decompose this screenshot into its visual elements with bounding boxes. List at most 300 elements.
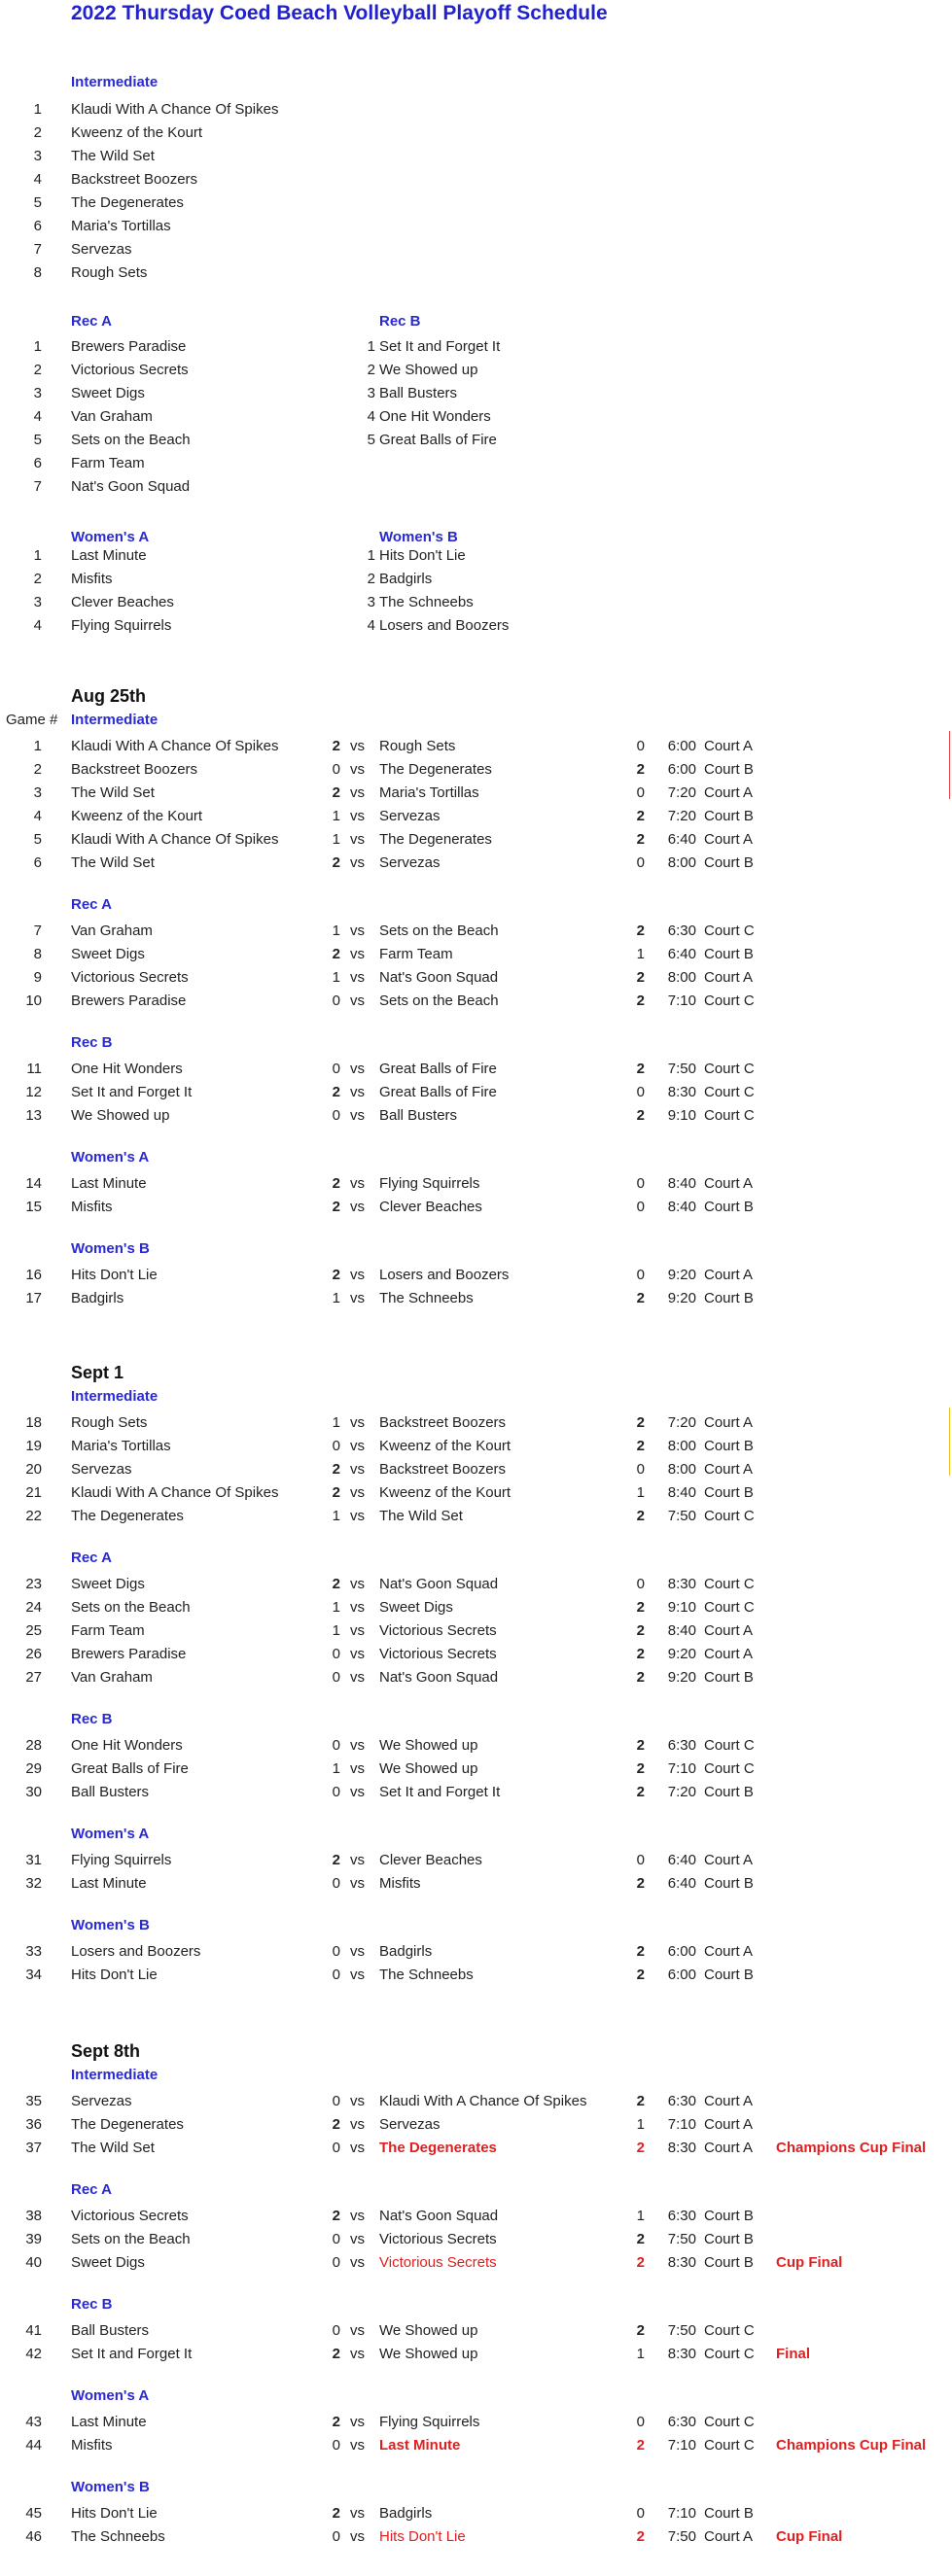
date-heading: Sept 1 [71, 1363, 124, 1382]
team-2: Victorious Secrets [379, 1622, 497, 1639]
score-2: 2 [636, 2093, 645, 2109]
game-number: 39 [25, 2231, 42, 2247]
team-1: Set It and Forget It [71, 2346, 193, 2362]
game-number: 45 [25, 2505, 42, 2522]
court: Court B [704, 2208, 754, 2224]
game-number: 17 [25, 1290, 42, 1306]
game-time: 7:10 [667, 992, 696, 1009]
game-number: 7 [33, 922, 42, 939]
game-row [0, 1619, 952, 1643]
score-1: 1 [332, 1622, 340, 1639]
score-2: 2 [636, 2254, 645, 2271]
game-row [0, 1058, 952, 1081]
team-1: Backstreet Boozers [71, 761, 198, 778]
game-time: 9:20 [667, 1646, 696, 1662]
seed-number: 3 [367, 594, 375, 610]
seed-number: 6 [33, 218, 42, 234]
vs-label: vs [350, 2093, 365, 2109]
team-1: Rough Sets [71, 1414, 148, 1431]
game-number: 3 [33, 784, 42, 801]
vs-label: vs [350, 1784, 365, 1800]
score-2: 1 [636, 2116, 645, 2133]
score-1: 2 [332, 2414, 340, 2430]
team-2: Badgirls [379, 1943, 433, 1960]
score-2: 2 [636, 969, 645, 986]
seed-team: Sweet Digs [71, 385, 145, 401]
vs-label: vs [350, 1622, 365, 1639]
score-1: 2 [332, 1267, 340, 1283]
team-2: Farm Team [379, 946, 453, 962]
section-heading: Intermediate [71, 712, 159, 728]
team-2: Victorious Secrets [379, 2231, 497, 2247]
game-row [0, 2228, 952, 2251]
date-heading: Sept 8th [71, 2041, 141, 2061]
team-1: Hits Don't Lie [71, 1267, 158, 1283]
seed-heading-rec-a: Rec A [71, 313, 112, 330]
vs-label: vs [350, 992, 365, 1009]
game-row [0, 1411, 952, 1435]
game-time: 7:20 [667, 784, 696, 801]
score-1: 0 [332, 2231, 340, 2247]
court: Court B [704, 1290, 754, 1306]
court: Court B [704, 1669, 754, 1686]
score-2: 2 [636, 831, 645, 848]
team-1: Klaudi With A Chance Of Spikes [71, 738, 279, 754]
game-row [0, 782, 952, 805]
score-1: 0 [332, 1967, 340, 1983]
team-1: The Degenerates [71, 2116, 184, 2133]
game-row [0, 1849, 952, 1872]
game-time: 8:00 [667, 969, 696, 986]
team-1: Last Minute [71, 1175, 147, 1192]
game-row [0, 1264, 952, 1287]
seed-team: We Showed up [379, 362, 478, 378]
vs-label: vs [350, 2437, 365, 2454]
game-time: 9:20 [667, 1669, 696, 1686]
game-time: 6:30 [667, 2414, 696, 2430]
vs-label: vs [350, 2116, 365, 2133]
seed-team: Last Minute [71, 547, 147, 564]
court: Court C [704, 1599, 755, 1616]
game-time: 8:30 [667, 1084, 696, 1100]
score-2: 0 [636, 784, 645, 801]
game-number: 29 [25, 1760, 42, 1777]
court: Court C [704, 992, 755, 1009]
team-2: We Showed up [379, 2322, 478, 2339]
score-1: 2 [332, 1084, 340, 1100]
team-2: The Degenerates [379, 2140, 497, 2156]
score-2: 2 [636, 1669, 645, 1686]
vs-label: vs [350, 1199, 365, 1215]
seed-number: 7 [33, 241, 42, 258]
score-2: 0 [636, 1199, 645, 1215]
court: Court A [704, 1461, 754, 1478]
vs-label: vs [350, 1943, 365, 1960]
seed-number: 7 [33, 478, 42, 495]
vs-label: vs [350, 1967, 365, 1983]
court: Court A [704, 784, 754, 801]
vs-label: vs [350, 1175, 365, 1192]
game-time: 8:30 [667, 2254, 696, 2271]
team-1: We Showed up [71, 1107, 170, 1124]
team-2: Flying Squirrels [379, 2414, 480, 2430]
seed-number: 2 [367, 362, 375, 378]
game-time: 8:30 [667, 2140, 696, 2156]
team-2: Sets on the Beach [379, 922, 499, 939]
score-1: 2 [332, 1852, 340, 1868]
team-1: Victorious Secrets [71, 2208, 189, 2224]
game-time: 6:40 [667, 1852, 696, 1868]
game-time: 7:10 [667, 1760, 696, 1777]
team-2: Great Balls of Fire [379, 1061, 497, 1077]
team-1: Sweet Digs [71, 1576, 145, 1592]
team-2: Maria's Tortillas [379, 784, 479, 801]
game-time: 6:30 [667, 1737, 696, 1754]
game-row [0, 1081, 952, 1104]
game-number: 32 [25, 1875, 42, 1892]
game-number: 1 [33, 738, 42, 754]
game-row [0, 966, 952, 990]
team-2: Sweet Digs [379, 1599, 453, 1616]
game-number: 9 [33, 969, 42, 986]
game-time: 7:20 [667, 808, 696, 824]
team-2: The Schneebs [379, 1967, 474, 1983]
game-row [0, 1940, 952, 1964]
seed-team: Ball Busters [379, 385, 458, 401]
vs-label: vs [350, 1737, 365, 1754]
seed-team: Victorious Secrets [71, 362, 189, 378]
game-number: 2 [33, 761, 42, 778]
game-number: 20 [25, 1461, 42, 1478]
vs-label: vs [350, 1461, 365, 1478]
vs-label: vs [350, 1646, 365, 1662]
score-1: 0 [332, 1061, 340, 1077]
vs-label: vs [350, 1438, 365, 1454]
game-row [0, 1643, 952, 1666]
score-1: 1 [332, 1414, 340, 1431]
team-1: Brewers Paradise [71, 992, 187, 1009]
seed-number: 3 [33, 385, 42, 401]
game-row [0, 1458, 952, 1481]
score-2: 0 [636, 2505, 645, 2522]
court: Court A [704, 2116, 754, 2133]
seed-number: 3 [367, 385, 375, 401]
court: Court A [704, 1622, 754, 1639]
game-time: 7:20 [667, 1784, 696, 1800]
vs-label: vs [350, 1414, 365, 1431]
score-2: 2 [636, 1622, 645, 1639]
game-number: 35 [25, 2093, 42, 2109]
page-title: 2022 Thursday Coed Beach Volleyball Playoff Schedule [71, 2, 608, 24]
court: Court C [704, 1508, 755, 1524]
team-2: Backstreet Boozers [379, 1461, 507, 1478]
seed-team: The Degenerates [71, 194, 184, 211]
game-row [0, 1172, 952, 1196]
vs-label: vs [350, 1669, 365, 1686]
team-1: Ball Busters [71, 2322, 150, 2339]
team-1: Last Minute [71, 2414, 147, 2430]
game-number: 23 [25, 1576, 42, 1592]
game-time: 9:10 [667, 1599, 696, 1616]
seed-team: Farm Team [71, 455, 145, 471]
seed-team: Klaudi With A Chance Of Spikes [71, 101, 279, 118]
team-1: Maria's Tortillas [71, 1438, 171, 1454]
court: Court A [704, 1175, 754, 1192]
score-1: 2 [332, 946, 340, 962]
score-2: 2 [636, 1599, 645, 1616]
game-row [0, 2502, 952, 2525]
team-2: Kweenz of the Kourt [379, 1438, 511, 1454]
score-1: 2 [332, 738, 340, 754]
seed-team: One Hit Wonders [379, 408, 491, 425]
seed-team: Backstreet Boozers [71, 171, 198, 188]
section-heading: Women's B [71, 2479, 150, 2495]
game-time: 7:10 [667, 2116, 696, 2133]
team-2: Rough Sets [379, 738, 456, 754]
score-2: 0 [636, 1576, 645, 1592]
game-number: 13 [25, 1107, 42, 1124]
final-label: Cup Final [776, 2528, 843, 2545]
final-label: Champions Cup Final [776, 2140, 927, 2156]
team-2: The Schneebs [379, 1290, 474, 1306]
score-1: 0 [332, 1943, 340, 1960]
vs-label: vs [350, 969, 365, 986]
score-2: 1 [636, 946, 645, 962]
score-1: 0 [332, 1669, 340, 1686]
score-1: 0 [332, 2140, 340, 2156]
game-row [0, 1104, 952, 1128]
game-row [0, 943, 952, 966]
game-number: 34 [25, 1967, 42, 1983]
team-2: Backstreet Boozers [379, 1414, 507, 1431]
court: Court A [704, 738, 754, 754]
score-2: 2 [636, 2322, 645, 2339]
court: Court C [704, 922, 755, 939]
seed-team: Servezas [71, 241, 132, 258]
seed-team: Rough Sets [71, 264, 148, 281]
team-2: We Showed up [379, 1760, 478, 1777]
edge-mark-yellow [949, 1408, 950, 1476]
score-1: 0 [332, 1875, 340, 1892]
game-row [0, 990, 952, 1013]
seed-number: 3 [33, 594, 42, 610]
court: Court A [704, 1943, 754, 1960]
game-number: 22 [25, 1508, 42, 1524]
team-2: Nat's Goon Squad [379, 969, 499, 986]
court: Court C [704, 1737, 755, 1754]
team-1: Van Graham [71, 1669, 153, 1686]
team-1: Klaudi With A Chance Of Spikes [71, 831, 279, 848]
score-1: 0 [332, 1107, 340, 1124]
vs-label: vs [350, 761, 365, 778]
game-row [0, 1287, 952, 1310]
team-1: Misfits [71, 1199, 113, 1215]
vs-label: vs [350, 1267, 365, 1283]
team-1: The Schneebs [71, 2528, 165, 2545]
seed-number: 2 [367, 571, 375, 587]
vs-label: vs [350, 1599, 365, 1616]
game-time: 6:40 [667, 946, 696, 962]
team-2: Nat's Goon Squad [379, 2208, 499, 2224]
court: Court B [704, 2505, 754, 2522]
seed-row [0, 261, 952, 285]
game-row [0, 1596, 952, 1619]
game-time: 8:00 [667, 1461, 696, 1478]
team-1: The Wild Set [71, 2140, 155, 2156]
court: Court B [704, 1967, 754, 1983]
game-time: 6:00 [667, 761, 696, 778]
court: Court A [704, 1646, 754, 1662]
score-1: 2 [332, 1484, 340, 1501]
game-row [0, 2090, 952, 2113]
seed-row [0, 238, 952, 261]
game-time: 6:00 [667, 738, 696, 754]
game-row [0, 735, 952, 758]
court: Court C [704, 2322, 755, 2339]
seed-row [0, 98, 952, 122]
seed-number: 5 [33, 432, 42, 448]
game-number: 43 [25, 2414, 42, 2430]
game-time: 6:00 [667, 1967, 696, 1983]
edge-mark-red [949, 731, 950, 799]
score-2: 2 [636, 2528, 645, 2545]
game-time: 8:00 [667, 1438, 696, 1454]
game-row [0, 828, 952, 852]
seed-heading-womens-b: Women's B [379, 529, 458, 545]
score-2: 0 [636, 738, 645, 754]
vs-label: vs [350, 1084, 365, 1100]
seed-number: 1 [33, 101, 42, 118]
game-number: 16 [25, 1267, 42, 1283]
game-number: 33 [25, 1943, 42, 1960]
team-2: The Degenerates [379, 831, 492, 848]
vs-label: vs [350, 1852, 365, 1868]
score-1: 0 [332, 2322, 340, 2339]
game-number: 41 [25, 2322, 42, 2339]
team-1: Klaudi With A Chance Of Spikes [71, 1484, 279, 1501]
team-2: The Wild Set [379, 1508, 463, 1524]
score-2: 0 [636, 1852, 645, 1868]
team-1: Ball Busters [71, 1784, 150, 1800]
team-1: The Degenerates [71, 1508, 184, 1524]
game-number: 12 [25, 1084, 42, 1100]
score-2: 0 [636, 1084, 645, 1100]
game-number: 38 [25, 2208, 42, 2224]
vs-label: vs [350, 1576, 365, 1592]
game-number: 46 [25, 2528, 42, 2545]
score-2: 1 [636, 2346, 645, 2362]
court: Court C [704, 2346, 755, 2362]
seed-row [0, 145, 952, 168]
game-row [0, 1734, 952, 1758]
score-1: 2 [332, 2346, 340, 2362]
seed-number: 8 [33, 264, 42, 281]
game-row [0, 920, 952, 943]
vs-label: vs [350, 922, 365, 939]
team-2: Losers and Boozers [379, 1267, 510, 1283]
score-2: 2 [636, 1646, 645, 1662]
court: Court B [704, 946, 754, 962]
vs-label: vs [350, 1875, 365, 1892]
score-1: 2 [332, 1576, 340, 1592]
court: Court B [704, 2231, 754, 2247]
game-row [0, 1666, 952, 1689]
game-number: 25 [25, 1622, 42, 1639]
section-heading: Rec B [71, 2296, 113, 2313]
seed-number: 5 [33, 194, 42, 211]
game-row [0, 1481, 952, 1505]
seed-team: Nat's Goon Squad [71, 478, 191, 495]
game-number: 10 [25, 992, 42, 1009]
court: Court A [704, 2528, 754, 2545]
vs-label: vs [350, 1061, 365, 1077]
court: Court A [704, 2140, 754, 2156]
score-2: 2 [636, 922, 645, 939]
seed-row [0, 475, 952, 499]
game-time: 9:20 [667, 1267, 696, 1283]
game-time: 6:40 [667, 831, 696, 848]
score-1: 0 [332, 2437, 340, 2454]
game-row [0, 1573, 952, 1596]
game-time: 7:50 [667, 1061, 696, 1077]
game-number: 19 [25, 1438, 42, 1454]
game-time: 7:20 [667, 1414, 696, 1431]
game-row [0, 2137, 952, 2160]
team-2: We Showed up [379, 1737, 478, 1754]
team-1: Hits Don't Lie [71, 2505, 158, 2522]
team-2: Klaudi With A Chance Of Spikes [379, 2093, 587, 2109]
seed-heading-womens-a: Women's A [71, 529, 150, 545]
section-heading: Intermediate [71, 2067, 159, 2083]
section-heading: Women's B [71, 1917, 150, 1933]
vs-label: vs [350, 2208, 365, 2224]
court: Court C [704, 1061, 755, 1077]
date-heading: Aug 25th [71, 686, 147, 706]
game-number: 24 [25, 1599, 42, 1616]
score-1: 0 [332, 2093, 340, 2109]
court: Court C [704, 2437, 755, 2454]
game-row [0, 2411, 952, 2434]
game-time: 7:10 [667, 2437, 696, 2454]
vs-label: vs [350, 1484, 365, 1501]
court: Court C [704, 1107, 755, 1124]
section-heading: Women's A [71, 1826, 150, 1842]
score-2: 2 [636, 1438, 645, 1454]
seed-row [0, 614, 952, 638]
score-2: 1 [636, 2208, 645, 2224]
game-number: 11 [26, 1061, 42, 1077]
court: Court A [704, 831, 754, 848]
game-number-header: Game # [6, 712, 58, 728]
team-1: Misfits [71, 2437, 113, 2454]
game-row [0, 2319, 952, 2343]
court: Court B [704, 1199, 754, 1215]
score-1: 1 [332, 1290, 340, 1306]
seed-number: 2 [33, 362, 42, 378]
game-time: 6:30 [667, 922, 696, 939]
game-time: 7:10 [667, 2505, 696, 2522]
court: Court B [704, 761, 754, 778]
score-2: 2 [636, 1290, 645, 1306]
team-2: Set It and Forget It [379, 1784, 501, 1800]
court: Court C [704, 2414, 755, 2430]
score-1: 0 [332, 1646, 340, 1662]
score-2: 2 [636, 1737, 645, 1754]
vs-label: vs [350, 2346, 365, 2362]
game-row [0, 2205, 952, 2228]
game-row [0, 1196, 952, 1219]
game-time: 6:30 [667, 2208, 696, 2224]
